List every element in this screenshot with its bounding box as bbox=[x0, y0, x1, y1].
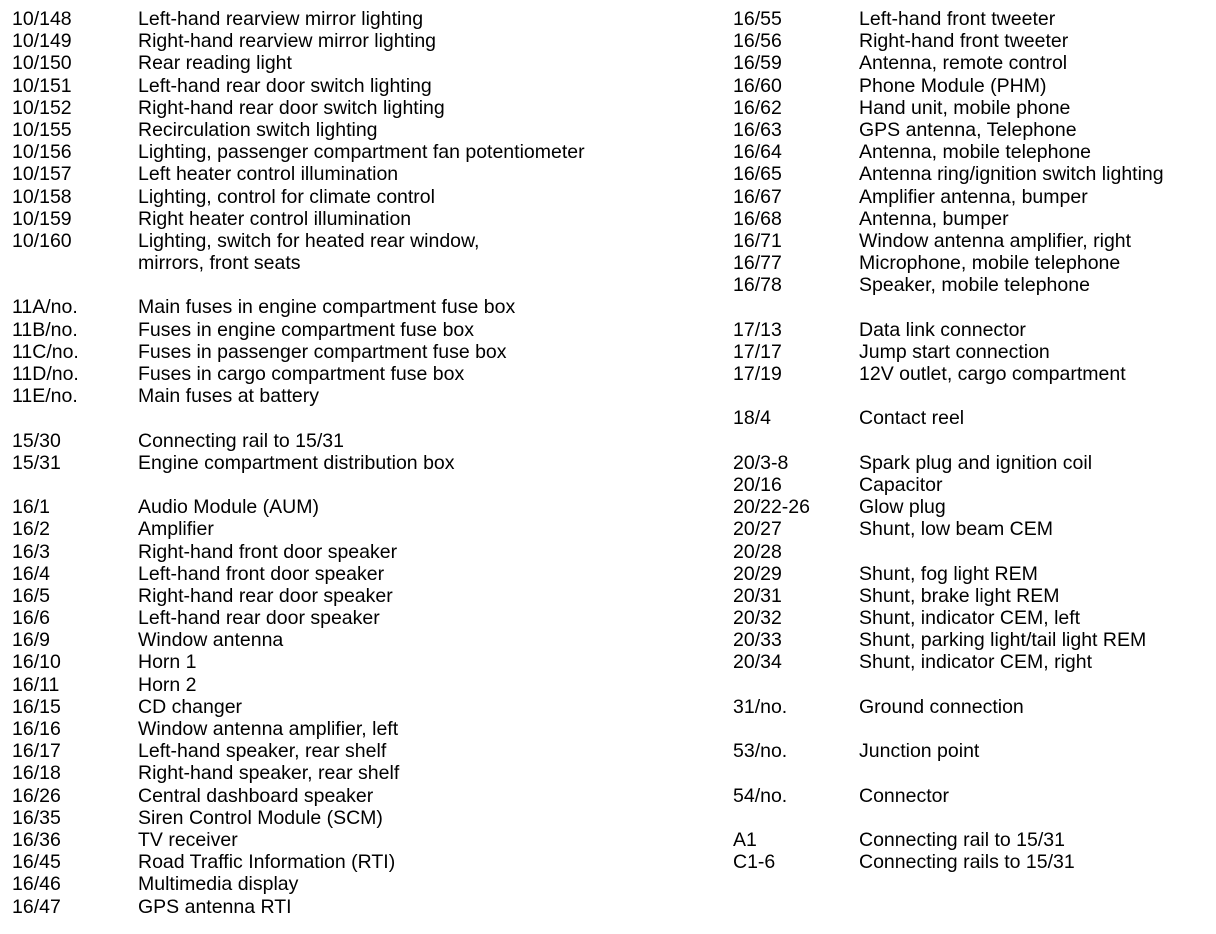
entry-row bbox=[12, 97, 712, 119]
entry-code: 11D/no. bbox=[12, 363, 79, 385]
entry-code: 11A/no. bbox=[12, 296, 78, 319]
entry-row bbox=[12, 873, 712, 895]
entry-code: 18/4 bbox=[733, 407, 771, 430]
entry-code: 16/47 bbox=[12, 895, 61, 918]
entry-description: Shunt, indicator CEM, right bbox=[859, 651, 1093, 674]
entry-row bbox=[12, 430, 712, 452]
entry-group bbox=[733, 8, 1213, 296]
entry-description: Contact reel bbox=[859, 407, 965, 430]
entry-group bbox=[733, 740, 1213, 762]
entry-row bbox=[733, 75, 1213, 97]
entry-row bbox=[12, 807, 712, 829]
entry-row bbox=[12, 829, 712, 851]
entry-row bbox=[733, 585, 1213, 607]
entry-description: Multimedia display bbox=[138, 873, 299, 896]
entry-description: Right-hand front door speaker bbox=[138, 540, 398, 563]
entry-description: Antenna, remote control bbox=[859, 52, 1068, 75]
entry-row bbox=[733, 208, 1213, 230]
entry-row bbox=[12, 75, 712, 97]
entry-code: 16/78 bbox=[733, 274, 782, 297]
entry-description: mirrors, front seats bbox=[138, 252, 301, 275]
entry-group bbox=[733, 407, 1213, 429]
entry-code: 10/160 bbox=[12, 229, 72, 252]
entry-row bbox=[733, 829, 1213, 851]
entry-row bbox=[12, 785, 712, 807]
entry-code: 20/34 bbox=[733, 651, 782, 674]
entry-code: 16/6 bbox=[12, 607, 50, 630]
entry-description: Siren Control Module (SCM) bbox=[138, 806, 383, 829]
entry-row bbox=[12, 30, 712, 52]
entry-description: Left-hand front door speaker bbox=[138, 562, 385, 585]
entry-code: 10/152 bbox=[12, 96, 72, 119]
entry-description: Ground connection bbox=[859, 695, 1024, 718]
entry-row bbox=[12, 141, 712, 163]
entry-description: CD changer bbox=[138, 695, 243, 718]
entry-code: 20/29 bbox=[733, 562, 782, 585]
entry-row bbox=[12, 319, 712, 341]
entry-row bbox=[733, 607, 1213, 629]
entry-description: Left-hand rearview mirror lighting bbox=[138, 8, 424, 30]
entry-code: 16/16 bbox=[12, 718, 61, 740]
entry-description: Right-hand speaker, rear shelf bbox=[138, 762, 400, 785]
entry-row bbox=[733, 785, 1213, 807]
entry-code: 16/5 bbox=[12, 584, 50, 607]
entry-code: 31/no. bbox=[733, 695, 788, 718]
entry-code: 15/31 bbox=[12, 451, 61, 474]
entry-row bbox=[12, 230, 712, 252]
entry-code: 10/151 bbox=[12, 74, 72, 97]
entry-description: Shunt, brake light REM bbox=[859, 584, 1060, 607]
entry-description: Right-hand rear door speaker bbox=[138, 584, 393, 607]
entry-code: 17/19 bbox=[733, 363, 782, 385]
entry-description: Antenna, bumper bbox=[859, 207, 1009, 230]
entry-description: Data link connector bbox=[859, 318, 1026, 341]
entry-code: 10/159 bbox=[12, 207, 72, 230]
entry-code: 20/33 bbox=[733, 629, 782, 652]
entry-code: 16/36 bbox=[12, 828, 61, 851]
entry-code: 20/28 bbox=[733, 540, 782, 563]
entry-code: 16/68 bbox=[733, 207, 782, 230]
entry-group bbox=[12, 296, 712, 407]
entry-row bbox=[733, 52, 1213, 74]
entry-code: 10/156 bbox=[12, 141, 72, 164]
entry-description: Speaker, mobile telephone bbox=[859, 274, 1090, 297]
entry-description: Left heater control illumination bbox=[138, 163, 399, 186]
entry-description: Lighting, control for climate control bbox=[138, 185, 435, 208]
entry-description: Left-hand rear door speaker bbox=[138, 607, 380, 630]
entry-code: 20/32 bbox=[733, 607, 782, 630]
entry-row bbox=[733, 163, 1213, 185]
entry-row bbox=[733, 496, 1213, 518]
entry-code: 16/1 bbox=[12, 496, 50, 519]
entry-row bbox=[12, 651, 712, 673]
entry-group bbox=[733, 696, 1213, 718]
entry-row bbox=[733, 407, 1213, 429]
entry-description: Right heater control illumination bbox=[138, 207, 412, 230]
entry-description: Main fuses in engine compartment fuse box bbox=[138, 296, 516, 319]
entry-code: 16/67 bbox=[733, 185, 782, 208]
entry-description: Window antenna bbox=[138, 629, 284, 652]
entry-description: Amplifier bbox=[138, 518, 214, 541]
entry-code: 10/148 bbox=[12, 8, 72, 30]
entry-description: Rear reading light bbox=[138, 52, 292, 75]
entry-code: 10/149 bbox=[12, 30, 72, 53]
entry-group bbox=[733, 785, 1213, 807]
entry-description: Left-hand rear door switch lighting bbox=[138, 74, 432, 97]
entry-row bbox=[733, 629, 1213, 651]
entry-group bbox=[733, 452, 1213, 674]
entry-code: 10/158 bbox=[12, 185, 72, 208]
entry-code: 16/64 bbox=[733, 141, 782, 164]
entry-row bbox=[733, 30, 1213, 52]
entry-row bbox=[12, 607, 712, 629]
entry-code: 10/150 bbox=[12, 52, 72, 75]
entry-description: 12V outlet, cargo compartment bbox=[859, 363, 1126, 385]
entry-description: Connecting rail to 15/31 bbox=[138, 429, 344, 452]
entry-description: GPS antenna RTI bbox=[138, 895, 292, 918]
entry-row bbox=[733, 851, 1213, 873]
entry-description: Fuses in cargo compartment fuse box bbox=[138, 363, 465, 385]
entry-description: TV receiver bbox=[138, 828, 238, 851]
entry-code: 16/60 bbox=[733, 74, 782, 97]
entry-code: 16/46 bbox=[12, 873, 61, 896]
entry-description: Right-hand front tweeter bbox=[859, 30, 1069, 53]
entry-code: 16/2 bbox=[12, 518, 50, 541]
entry-description: Central dashboard speaker bbox=[138, 784, 374, 807]
entry-description: Engine compartment distribution box bbox=[138, 451, 455, 474]
entry-row bbox=[12, 851, 712, 873]
entry-row bbox=[733, 563, 1213, 585]
entry-description: Connector bbox=[859, 784, 949, 807]
entry-row bbox=[12, 341, 712, 363]
entry-row bbox=[12, 496, 712, 518]
entry-code: 15/30 bbox=[12, 429, 61, 452]
entry-code: 17/13 bbox=[733, 318, 782, 341]
entry-code: 16/71 bbox=[733, 229, 782, 252]
entry-description: Left-hand front tweeter bbox=[859, 8, 1056, 30]
entry-row bbox=[12, 363, 712, 385]
entry-code: 16/63 bbox=[733, 118, 782, 141]
entry-description: Lighting, passenger compartment fan potentiometer bbox=[138, 141, 585, 164]
entry-row bbox=[733, 274, 1213, 296]
entry-row bbox=[12, 119, 712, 141]
entry-description: Glow plug bbox=[859, 496, 946, 519]
entry-code: 16/17 bbox=[12, 740, 61, 763]
entry-description: Fuses in passenger compartment fuse box bbox=[138, 340, 507, 363]
entry-code: 16/9 bbox=[12, 629, 50, 652]
entry-code: 20/16 bbox=[733, 473, 782, 496]
entry-description: Shunt, low beam CEM bbox=[859, 518, 1054, 541]
entry-description: Window antenna amplifier, left bbox=[138, 718, 399, 740]
entry-code: 16/15 bbox=[12, 695, 61, 718]
entry-row bbox=[12, 52, 712, 74]
entry-code: 16/55 bbox=[733, 8, 782, 30]
entry-code: 11B/no. bbox=[12, 318, 78, 341]
entry-description: Microphone, mobile telephone bbox=[859, 252, 1121, 275]
entry-code: 16/56 bbox=[733, 30, 782, 53]
entry-row bbox=[733, 696, 1213, 718]
entry-code: 16/65 bbox=[733, 163, 782, 186]
entry-row bbox=[12, 252, 712, 274]
entry-description: Shunt, indicator CEM, left bbox=[859, 607, 1081, 630]
entry-description: Horn 2 bbox=[138, 673, 197, 696]
entry-code: 16/18 bbox=[12, 762, 61, 785]
entry-code: A1 bbox=[733, 828, 757, 851]
entry-description: Shunt, fog light REM bbox=[859, 562, 1038, 585]
entry-row bbox=[733, 119, 1213, 141]
entry-code: 20/22-26 bbox=[733, 496, 810, 519]
entry-group bbox=[12, 496, 712, 918]
entry-row bbox=[733, 651, 1213, 673]
entry-row bbox=[733, 8, 1213, 30]
entry-row bbox=[733, 141, 1213, 163]
entry-description bbox=[859, 541, 1213, 563]
entry-row bbox=[12, 762, 712, 784]
entry-description: Antenna, mobile telephone bbox=[859, 141, 1092, 164]
entry-code: 20/31 bbox=[733, 584, 782, 607]
entry-row bbox=[733, 252, 1213, 274]
entry-description: Amplifier antenna, bumper bbox=[859, 185, 1088, 208]
entry-code: 53/no. bbox=[733, 740, 788, 763]
entry-code: 11E/no. bbox=[12, 385, 78, 408]
entry-description: GPS antenna, Telephone bbox=[859, 118, 1077, 141]
entry-code: 20/27 bbox=[733, 518, 782, 541]
entry-group bbox=[733, 319, 1213, 386]
entry-row bbox=[733, 186, 1213, 208]
right-column bbox=[733, 8, 1213, 873]
entry-row bbox=[12, 718, 712, 740]
entry-description: Lighting, switch for heated rear window, bbox=[138, 229, 480, 252]
entry-row bbox=[12, 452, 712, 474]
entry-description: Fuses in engine compartment fuse box bbox=[138, 318, 475, 341]
entry-row bbox=[12, 696, 712, 718]
entry-row bbox=[733, 341, 1213, 363]
entry-row bbox=[12, 563, 712, 585]
entry-row bbox=[733, 97, 1213, 119]
entry-row bbox=[12, 674, 712, 696]
entry-code: 16/59 bbox=[733, 52, 782, 75]
entry-code: 10/155 bbox=[12, 118, 72, 141]
entry-description: Junction point bbox=[859, 740, 980, 763]
entry-description: Right-hand rearview mirror lighting bbox=[138, 30, 437, 53]
entry-group bbox=[733, 829, 1213, 873]
entry-code: 16/11 bbox=[12, 673, 60, 696]
entry-row bbox=[12, 8, 712, 30]
entry-row bbox=[12, 740, 712, 762]
entry-row bbox=[733, 541, 1213, 563]
entry-row bbox=[12, 163, 712, 185]
entry-row bbox=[12, 186, 712, 208]
entry-row bbox=[12, 208, 712, 230]
entry-row bbox=[12, 585, 712, 607]
entry-description: Audio Module (AUM) bbox=[138, 496, 319, 519]
entry-row bbox=[12, 896, 712, 918]
entry-description: Phone Module (PHM) bbox=[859, 74, 1047, 97]
entry-description: Right-hand rear door switch lighting bbox=[138, 96, 445, 119]
entry-description: Jump start connection bbox=[859, 340, 1050, 363]
entry-description: Antenna ring/ignition switch lighting bbox=[859, 163, 1164, 186]
entry-code: 16/10 bbox=[12, 651, 61, 674]
entry-code: 16/4 bbox=[12, 562, 50, 585]
entry-row bbox=[12, 541, 712, 563]
entry-code: 16/77 bbox=[733, 252, 782, 275]
entry-code: 54/no. bbox=[733, 784, 788, 807]
entry-description: Hand unit, mobile phone bbox=[859, 96, 1071, 119]
entry-code: 16/26 bbox=[12, 784, 61, 807]
entry-code: 20/3-8 bbox=[733, 451, 789, 474]
entry-row bbox=[12, 296, 712, 318]
entry-description: Horn 1 bbox=[138, 651, 197, 674]
entry-description: Spark plug and ignition coil bbox=[859, 451, 1093, 474]
entry-row bbox=[733, 452, 1213, 474]
entry-group bbox=[12, 430, 712, 474]
entry-description: Connecting rail to 15/31 bbox=[859, 828, 1065, 851]
entry-description: Road Traffic Information (RTI) bbox=[138, 851, 396, 874]
entry-description: Shunt, parking light/tail light REM bbox=[859, 629, 1147, 652]
entry-row bbox=[733, 740, 1213, 762]
entry-code: 11C/no. bbox=[12, 340, 79, 363]
entry-code: 16/62 bbox=[733, 96, 782, 119]
entry-description: Recirculation switch lighting bbox=[138, 118, 378, 141]
left-column bbox=[12, 8, 712, 918]
entry-code: 16/35 bbox=[12, 806, 61, 829]
entry-code: 16/3 bbox=[12, 540, 50, 563]
entry-code: 10/157 bbox=[12, 163, 72, 186]
entry-row bbox=[12, 518, 712, 540]
entry-description: Connecting rails to 15/31 bbox=[859, 851, 1075, 874]
entry-row bbox=[733, 363, 1213, 385]
entry-group bbox=[12, 8, 712, 274]
entry-description: Capacitor bbox=[859, 473, 943, 496]
entry-row bbox=[733, 319, 1213, 341]
entry-row bbox=[733, 518, 1213, 540]
entry-row bbox=[12, 629, 712, 651]
entry-code: C1-6 bbox=[733, 851, 776, 874]
entry-row bbox=[733, 474, 1213, 496]
entry-description: Main fuses at battery bbox=[138, 385, 320, 408]
entry-row bbox=[12, 385, 712, 407]
entry-code: 16/45 bbox=[12, 851, 61, 874]
entry-description: Left-hand speaker, rear shelf bbox=[138, 740, 387, 763]
entry-description: Window antenna amplifier, right bbox=[859, 229, 1132, 252]
entry-row bbox=[733, 230, 1213, 252]
entry-code: 17/17 bbox=[733, 340, 782, 363]
